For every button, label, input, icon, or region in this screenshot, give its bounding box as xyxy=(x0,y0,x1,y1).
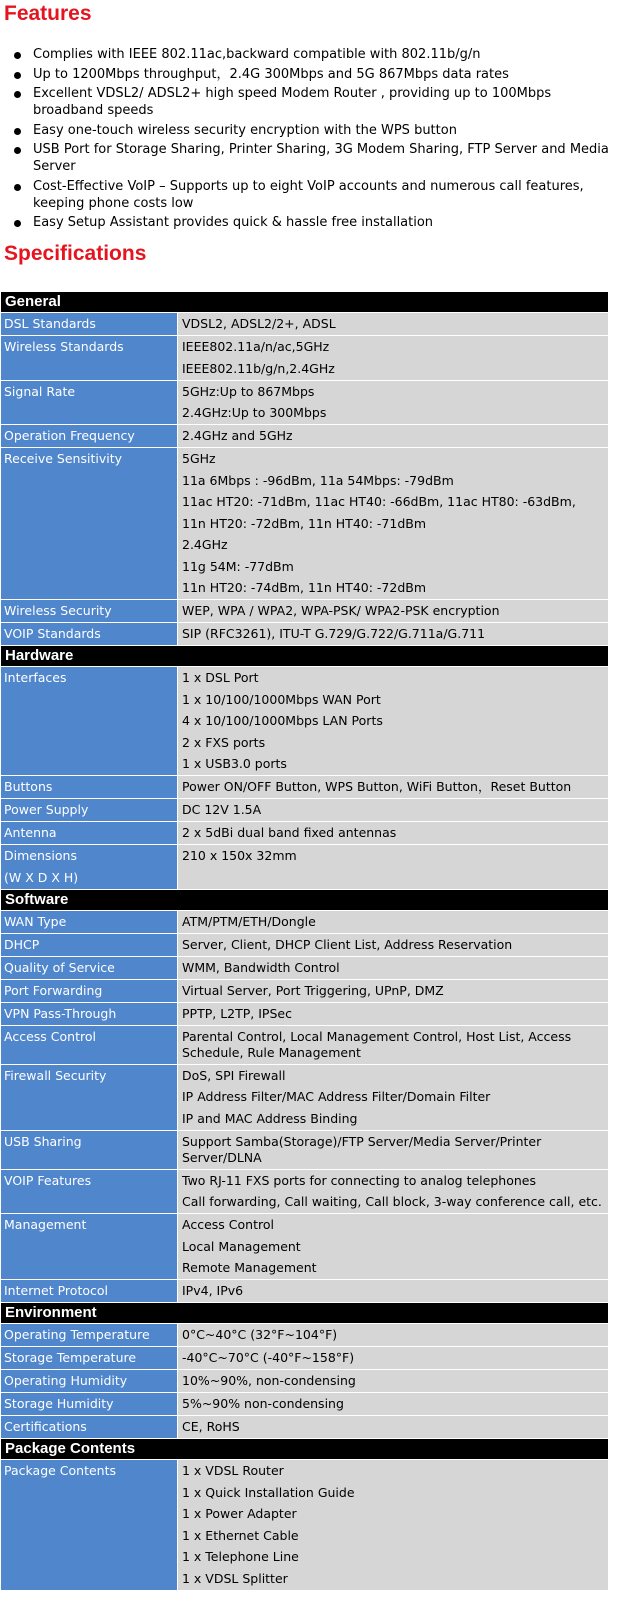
spec-label xyxy=(1,1025,178,1064)
section-header-row xyxy=(1,292,609,313)
spec-label xyxy=(1,776,178,799)
spec-value-line: 1 x Quick Installation Guide xyxy=(182,1484,355,1500)
spec-label xyxy=(1,845,178,890)
spec-value xyxy=(178,425,609,448)
spec-value xyxy=(178,822,609,845)
spec-value-line: VDSL2, ADSL2/2+, ADSL xyxy=(182,316,336,331)
feature-item xyxy=(0,141,626,175)
spec-row xyxy=(1,1393,609,1416)
spec-row xyxy=(1,799,609,822)
spec-label-line: DHCP xyxy=(4,936,40,952)
bullet-icon xyxy=(14,128,21,135)
spec-value xyxy=(178,799,609,822)
feature-text: USB Port for Storage Sharing, Printer Sharing, 3G Modem Sharing, FTP Server and Media Server xyxy=(33,142,609,174)
spec-label-line: Receive Sensitivity xyxy=(4,451,122,466)
feature-text: Cost-Effective VoIP – Supports up to eight VoIP accounts and numerous call features, keeping phone costs low xyxy=(33,178,584,211)
spec-label-line: Interfaces xyxy=(4,670,67,685)
spec-label xyxy=(1,1169,178,1214)
spec-value xyxy=(178,623,609,646)
spec-value-line: 1 x Telephone Line xyxy=(182,1549,299,1564)
spec-value xyxy=(178,1025,609,1064)
spec-label xyxy=(1,313,178,336)
bullet-icon xyxy=(14,220,21,227)
spec-value-line: 2 x FXS ports xyxy=(182,734,266,750)
spec-value xyxy=(178,1460,609,1591)
feature-item xyxy=(0,85,626,119)
spec-row xyxy=(1,1130,609,1169)
spec-label-line: Package Contents xyxy=(4,1463,117,1478)
spec-label xyxy=(1,1347,178,1370)
spec-label xyxy=(1,1064,178,1130)
spec-value-line: WMM, Bandwidth Control xyxy=(182,959,340,975)
spec-row xyxy=(1,1324,609,1347)
spec-value-line: 5GHz:Up to 867Mbps xyxy=(182,383,315,399)
spec-value xyxy=(178,1064,609,1130)
section-title: Environment xyxy=(1,1303,609,1324)
spec-label-line: Buttons xyxy=(4,779,53,794)
spec-row xyxy=(1,979,609,1002)
spec-value xyxy=(178,1370,609,1393)
spec-value-line: 1 x Power Adapter xyxy=(182,1506,297,1521)
spec-value xyxy=(178,1169,609,1214)
spec-row xyxy=(1,425,609,448)
spec-label-line: Power Supply xyxy=(4,802,89,817)
spec-value-line: IPv4, IPv6 xyxy=(182,1283,244,1298)
spec-label-line: Firewall Security xyxy=(4,1067,107,1083)
spec-row xyxy=(1,600,609,623)
spec-value-line: 11n HT20: -74dBm, 11n HT40: -72dBm xyxy=(182,580,427,595)
spec-row xyxy=(1,1002,609,1025)
spec-row xyxy=(1,910,609,933)
spec-value-line: 1 x 10/100/1000Mbps WAN Port xyxy=(182,691,381,707)
spec-label xyxy=(1,380,178,425)
spec-value xyxy=(178,1347,609,1370)
spec-value-line: 1 x USB3.0 ports xyxy=(182,756,287,771)
spec-row xyxy=(1,336,609,381)
spec-label-line: Certifications xyxy=(4,1419,87,1434)
spec-value-line: Remote Management xyxy=(182,1260,317,1275)
section-header-row xyxy=(1,1303,609,1324)
spec-row xyxy=(1,313,609,336)
spec-label xyxy=(1,1130,178,1169)
section-title: Software xyxy=(1,889,609,910)
spec-value xyxy=(178,933,609,956)
spec-label-line: Management xyxy=(4,1217,87,1232)
spec-label xyxy=(1,979,178,1002)
feature-text: Excellent VDSL2/ ADSL2+ high speed Modem Router , providing up to 100Mbps broadband speeds xyxy=(33,86,552,118)
spec-value-line: Access Control xyxy=(182,1217,274,1232)
spec-row xyxy=(1,623,609,646)
spec-value xyxy=(178,313,609,336)
spec-label xyxy=(1,956,178,979)
spec-value-line: CE, RoHS xyxy=(182,1419,240,1434)
spec-row xyxy=(1,1347,609,1370)
spec-value-line: 2.4GHz and 5GHz xyxy=(182,428,293,443)
spec-value xyxy=(178,910,609,933)
spec-value xyxy=(178,776,609,799)
spec-row xyxy=(1,1416,609,1439)
spec-value xyxy=(178,448,609,600)
bullet-icon xyxy=(14,91,21,98)
spec-label-line: USB Sharing xyxy=(4,1133,82,1149)
spec-label-line: Operating Humidity xyxy=(4,1373,128,1388)
spec-value-line: IEEE802.11b/g/n,2.4GHz xyxy=(182,360,335,376)
spec-value-line: Server, Client, DHCP Client List, Address Reservation xyxy=(182,936,513,952)
spec-label xyxy=(1,600,178,623)
spec-label-line: Port Forwarding xyxy=(4,982,103,998)
spec-value xyxy=(178,1002,609,1025)
spec-value xyxy=(178,845,609,890)
spec-row xyxy=(1,822,609,845)
spec-value-line: Power ON/OFF Button, WPS Button, WiFi Button，Reset Button xyxy=(182,779,572,794)
spec-label-line: VOIP Features xyxy=(4,1172,92,1188)
bullet-icon xyxy=(14,52,21,59)
spec-value-line: 2.4GHz xyxy=(182,537,228,552)
spec-label-line: Operating Temperature xyxy=(4,1327,150,1342)
spec-label xyxy=(1,448,178,600)
spec-row xyxy=(1,380,609,425)
spec-label xyxy=(1,1416,178,1439)
spec-label-line: (W X D X H) xyxy=(4,869,79,885)
feature-text: Easy Setup Assistant provides quick & hassle free installation xyxy=(33,215,434,230)
spec-value-line: -40°C~70°C (-40°F~158°F) xyxy=(182,1350,355,1365)
spec-value-line: 1 x DSL Port xyxy=(182,670,259,685)
spec-value-line: Support Samba(Storage)/FTP Server/Media Server/Printer Server/DLNA xyxy=(182,1133,542,1165)
spec-value-line: IP and MAC Address Binding xyxy=(182,1110,358,1126)
section-title: General xyxy=(1,292,609,313)
spec-value-line: 1 x VDSL Router xyxy=(182,1463,284,1478)
spec-label xyxy=(1,1460,178,1591)
spec-label-line: DSL Standards xyxy=(4,316,96,331)
spec-label-line: Signal Rate xyxy=(4,383,76,399)
spec-value-line: SIP (RFC3261), ITU-T G.729/G.722/G.711a/G.711 xyxy=(182,626,486,641)
spec-label xyxy=(1,1393,178,1416)
spec-value xyxy=(178,1393,609,1416)
spec-value-line: Local Management xyxy=(182,1238,301,1254)
spec-value-line: 2.4GHz:Up to 300Mbps xyxy=(182,405,327,420)
spec-label-line: Storage Temperature xyxy=(4,1350,137,1365)
spec-row xyxy=(1,1370,609,1393)
spec-label-line: VOIP Standards xyxy=(4,626,101,641)
spec-label-line: Operation Frequency xyxy=(4,428,135,443)
spec-label xyxy=(1,425,178,448)
bullet-icon xyxy=(14,72,21,79)
spec-value xyxy=(178,1280,609,1303)
spec-value-line: Call forwarding, Call waiting, Call block, 3-way conference call, etc. xyxy=(182,1194,602,1209)
spec-value-line: 11ac HT20: -71dBm, 11ac HT40: -66dBm, 11ac HT80: -63dBm, xyxy=(182,494,576,509)
spec-label xyxy=(1,799,178,822)
spec-value-line: 1 x Ethernet Cable xyxy=(182,1527,299,1543)
spec-row xyxy=(1,845,609,890)
spec-value-line: 11a 6Mbps : -96dBm, 11a 54Mbps: -79dBm xyxy=(182,472,454,488)
spec-label xyxy=(1,623,178,646)
spec-value-line: ATM/PTM/ETH/Dongle xyxy=(182,913,316,929)
spec-row xyxy=(1,1280,609,1303)
feature-item xyxy=(0,66,626,83)
spec-value-line: 1 x VDSL Splitter xyxy=(182,1570,288,1586)
spec-label-line: Dimensions xyxy=(4,848,77,863)
spec-label-line: Wireless Security xyxy=(4,603,112,618)
spec-label-line: Storage Humidity xyxy=(4,1396,114,1411)
spec-label-line: Internet Protocol xyxy=(4,1283,108,1298)
spec-value xyxy=(178,956,609,979)
spec-label xyxy=(1,1280,178,1303)
spec-label-line: Quality of Service xyxy=(4,959,115,975)
spec-label-line: Access Control xyxy=(4,1028,96,1044)
spec-value xyxy=(178,336,609,381)
spec-label xyxy=(1,1002,178,1025)
spec-value-line: 5GHz xyxy=(182,451,216,466)
feature-text: Easy one-touch wireless security encryption with the WPS button xyxy=(33,122,457,138)
spec-row xyxy=(1,933,609,956)
feature-item xyxy=(0,122,626,139)
spec-value xyxy=(178,600,609,623)
spec-label xyxy=(1,910,178,933)
spec-value-line: 11g 54M: -77dBm xyxy=(182,558,294,574)
spec-value-line: DoS, SPI Firewall xyxy=(182,1067,286,1083)
spec-value-line: 4 x 10/100/1000Mbps LAN Ports xyxy=(182,713,383,728)
spec-value-line: DC 12V 1.5A xyxy=(182,802,262,817)
spec-value-line: 0°C~40°C (32°F~104°F) xyxy=(182,1327,338,1342)
feature-text: Up to 1200Mbps throughput，2.4G 300Mbps and 5G 867Mbps data rates xyxy=(33,66,509,82)
spec-row xyxy=(1,1064,609,1130)
spec-row xyxy=(1,1460,609,1591)
spec-value-line: IEEE802.11a/n/ac,5GHz xyxy=(182,339,330,354)
spec-value xyxy=(178,1324,609,1347)
spec-value-line: 10%~90%, non-condensing xyxy=(182,1373,356,1388)
spec-value-line: WEP, WPA / WPA2, WPA-PSK/ WPA2-PSK encryption xyxy=(182,603,500,618)
spec-label xyxy=(1,1324,178,1347)
feature-item xyxy=(0,178,626,212)
spec-value xyxy=(178,1416,609,1439)
spec-row xyxy=(1,956,609,979)
spec-value-line: Two RJ-11 FXS ports for connecting to analog telephones xyxy=(182,1172,536,1188)
spec-label xyxy=(1,1370,178,1393)
spec-label-line: WAN Type xyxy=(4,913,67,929)
spec-row xyxy=(1,776,609,799)
spec-label xyxy=(1,336,178,381)
spec-value-line: 210 x 150x 32mm xyxy=(182,848,297,863)
features-heading: Features xyxy=(4,2,92,25)
spec-value xyxy=(178,380,609,425)
section-title: Hardware xyxy=(1,646,609,667)
spec-value-line: 2 x 5dBi dual band fixed antennas xyxy=(182,825,397,840)
spec-label xyxy=(1,667,178,776)
bullet-icon xyxy=(14,147,21,154)
spec-label xyxy=(1,1214,178,1280)
spec-row xyxy=(1,1025,609,1064)
section-header-row xyxy=(1,646,609,667)
section-header-row xyxy=(1,889,609,910)
bullet-icon xyxy=(14,184,21,191)
section-header-row xyxy=(1,1439,609,1460)
spec-label xyxy=(1,822,178,845)
spec-label xyxy=(1,933,178,956)
spec-value-line: Parental Control, Local Management Control, Host List, Access Schedule, Rule Management xyxy=(182,1028,572,1060)
spec-label-line: VPN Pass-Through xyxy=(4,1005,117,1021)
spec-row xyxy=(1,1169,609,1214)
spec-label-line: Antenna xyxy=(4,825,57,840)
spec-row xyxy=(1,667,609,776)
spec-value xyxy=(178,1214,609,1280)
specifications-heading: Specifications xyxy=(4,242,147,265)
specifications-table xyxy=(0,291,609,1591)
spec-value-line: Virtual Server, Port Triggering, UPnP, DMZ xyxy=(182,982,444,998)
feature-item xyxy=(0,46,626,63)
spec-value-line: 11n HT20: -72dBm, 11n HT40: -71dBm xyxy=(182,515,427,531)
spec-label-line: Wireless Standards xyxy=(4,339,124,354)
spec-value-line: 5%~90% non-condensing xyxy=(182,1396,344,1411)
feature-item xyxy=(0,214,626,231)
spec-value-line: IP Address Filter/MAC Address Filter/Domain Filter xyxy=(182,1089,491,1104)
spec-value xyxy=(178,979,609,1002)
feature-text: Complies with IEEE 802.11ac,backward compatible with 802.11b/g/n xyxy=(33,47,481,62)
spec-value xyxy=(178,667,609,776)
features-list xyxy=(0,46,626,234)
section-title: Package Contents xyxy=(1,1439,609,1460)
spec-row xyxy=(1,1214,609,1280)
spec-value xyxy=(178,1130,609,1169)
spec-value-line: PPTP, L2TP, IPSec xyxy=(182,1005,292,1021)
spec-row xyxy=(1,448,609,600)
